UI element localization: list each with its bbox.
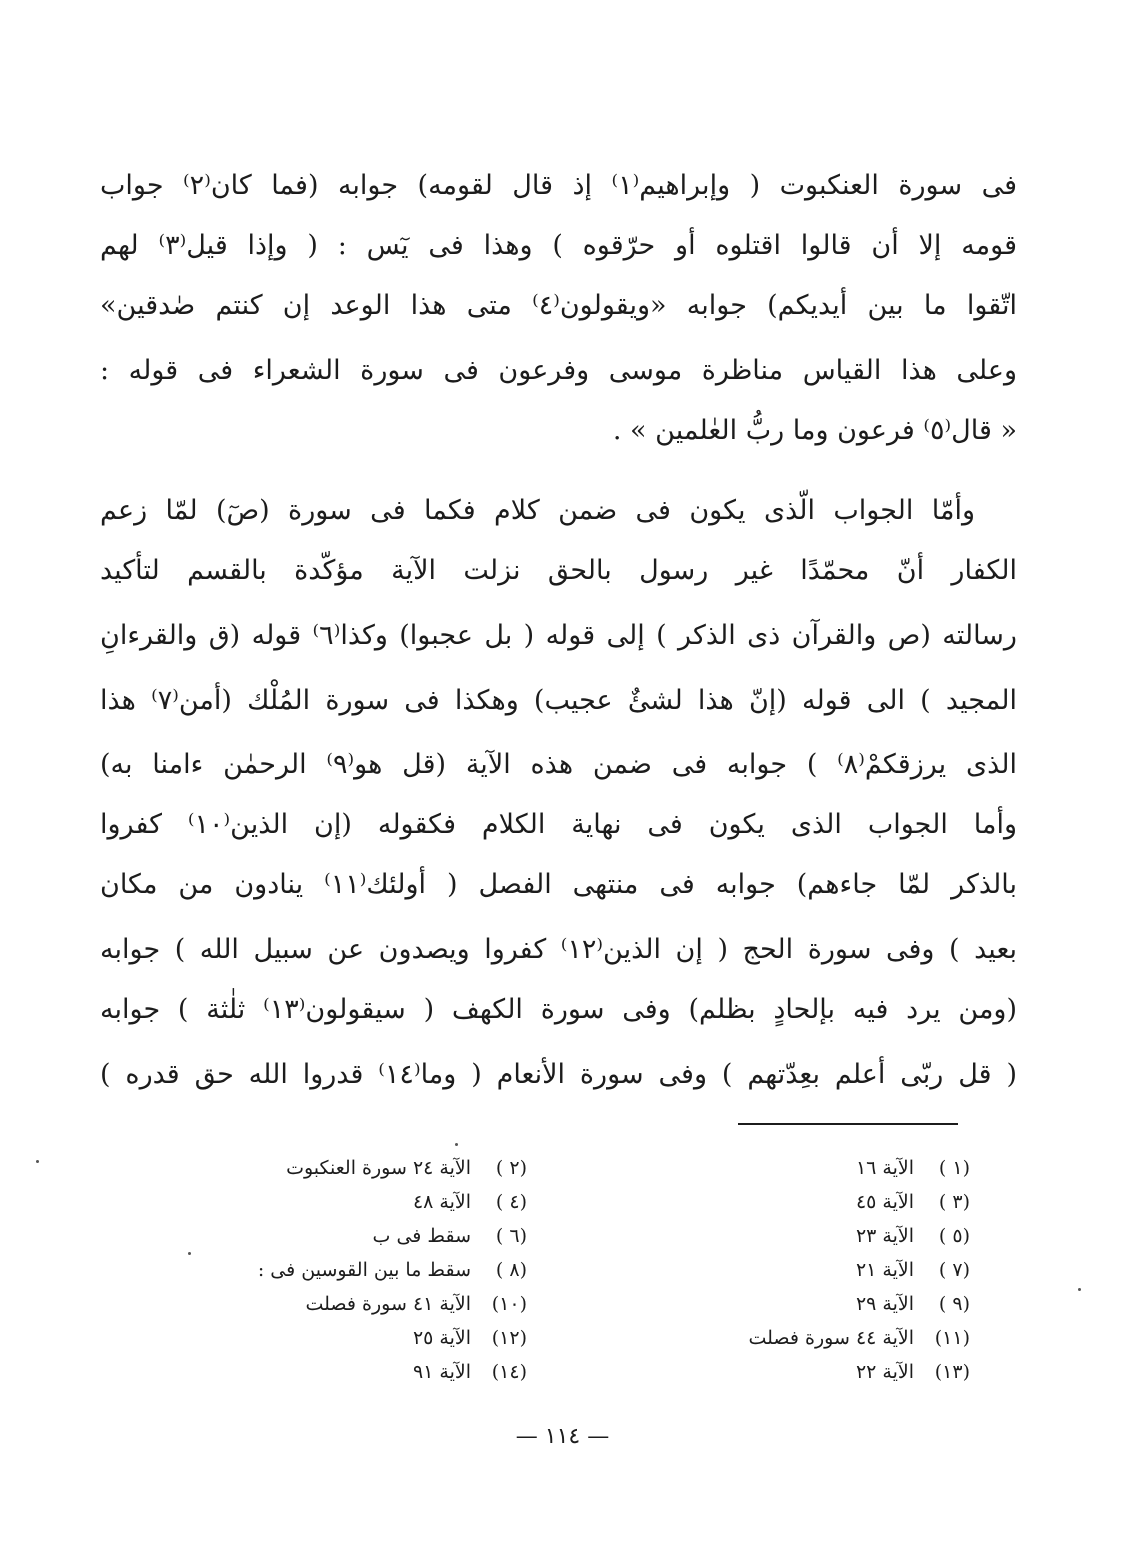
body-line: بالذكر لمّا جاءهم) جوابه فى منتهى الفصل ( أولئك⁽١١⁾ ينادون من مكان (100, 869, 1017, 900)
footnote-text: الآية ٢١ (855, 1259, 914, 1281)
footnote (413, 1329, 527, 1348)
footnote (856, 1193, 970, 1212)
footnote-text: الآية ٤٥ (855, 1191, 914, 1213)
footnote-text: الآية ٢٩ (855, 1293, 914, 1315)
footnote-text: الآية ٤١ سورة فصلت (305, 1293, 471, 1315)
footnote-number: (٦ ) (495, 1225, 527, 1247)
speck (188, 1252, 191, 1255)
footnote-text: الآية ٢٥ (412, 1327, 471, 1349)
body-line: المجيد ) الى قوله (إنّ هذا لشئٌ عجيب) وهكذا فى سورة المُلْك (أمن⁽٧⁾ هذا (100, 685, 1017, 716)
speck (455, 1143, 458, 1146)
body-line: بعيد ) وفى سورة الحج ( إن الذين⁽١٢⁾ كفروا ويصدون عن سبيل الله ) جوابه (100, 934, 1017, 965)
page-number: — ١١٤ — (515, 1424, 610, 1449)
body-line: وأما الجواب الذى يكون فى نهاية الكلام فكقوله (إن الذين⁽١٠⁾ كفروا (100, 809, 1017, 840)
footnote-text: سقط فى ب (372, 1225, 471, 1247)
body-line: (ومن يرد فيه بإلحادٍ بظلم) وفى سورة الكهف ( سيقولون⁽١٣⁾ ثلٰثة ) جوابه (100, 994, 1017, 1025)
footnote-text: الآية ١٦ (855, 1157, 914, 1179)
footnote (258, 1261, 527, 1280)
footnote-number: (١ ) (938, 1157, 970, 1179)
footnote-number: (٩ ) (938, 1293, 970, 1315)
speck (1078, 1288, 1081, 1291)
footnote (413, 1363, 527, 1382)
footnote-number: (١٣) (934, 1361, 970, 1383)
footnote-text: سقط ما بين القوسين فى : (257, 1259, 471, 1281)
footnote-text: الآية ٩١ (412, 1361, 471, 1383)
footnote (856, 1363, 970, 1382)
body-line: الذى يرزقكمْ⁽٨⁾ ) جوابه فى ضمن هذه الآية (قل هو⁽٩⁾ الرحمٰن ءامنا به) (100, 749, 1017, 780)
footnote (286, 1159, 527, 1178)
footnote-number: (١٠) (491, 1293, 527, 1315)
footnote-text: الآية ٤٤ سورة فصلت (748, 1327, 914, 1349)
footnote-number: (٨ ) (495, 1259, 527, 1281)
body-line: « قال⁽٥⁾ فرعون وما ربُّ العٰلمين » . (612, 415, 1017, 446)
footnote-number: (٤ ) (495, 1191, 527, 1213)
footnote-number: (٢ ) (495, 1157, 527, 1179)
footnote (748, 1329, 970, 1348)
body-line: قومه إلا أن قالوا اقتلوه أو حرّقوه ) وهذا فى يٓس : ( وإذا قيل⁽٣⁾ لهم (100, 230, 1017, 261)
footnote (856, 1159, 970, 1178)
body-line: ( قل ربّى أعلم بعِدّتهم ) وفى سورة الأنعام ( وما⁽١٤⁾ قدروا الله حق قدره ) (100, 1059, 1017, 1090)
body-line: وأمّا الجواب الّذى يكون فى ضمن كلام فكما فى سورة (صٓ) لمّا زعم (100, 495, 975, 526)
footnote-number: (١٢) (491, 1327, 527, 1349)
footnote-number: (١٤) (491, 1361, 527, 1383)
footnote (856, 1261, 970, 1280)
footnote (856, 1295, 970, 1314)
footnote (413, 1193, 527, 1212)
footnote-text: الآية ٢٢ (855, 1361, 914, 1383)
footnote (856, 1227, 970, 1246)
speck (36, 1160, 39, 1163)
footnote-text: الآية ٤٨ (412, 1191, 471, 1213)
footnote-text: الآية ٢٣ (855, 1225, 914, 1247)
footnote-number: (٥ ) (938, 1225, 970, 1247)
body-line: فى سورة العنكبوت ( وإبراهيم⁽١⁾ إذ قال لقومه) جوابه (فما كان⁽٢⁾ جواب (100, 170, 1018, 201)
body-line: اتّقوا ما بين أيديكم) جوابه «ويقولون⁽٤⁾ متى هذا الوعد إن كنتم صٰدقين» (100, 290, 1017, 321)
body-line: رسالته (ص والقرآن ذى الذكر ) إلى قوله ( بل عجبوا) وكذا⁽٦⁾ قوله (ق والقرءانِ (100, 620, 1017, 651)
body-line: الكفار أنّ محمّدًا غير رسول بالحق نزلت الآية مؤكّدة بالقسم لتأكيد (100, 555, 1017, 586)
body-line: وعلى هذا القياس مناظرة موسى وفرعون فى سورة الشعراء فى قوله : (100, 355, 1017, 386)
footnote-number: (٧ ) (938, 1259, 970, 1281)
footnote-number: (١١) (934, 1327, 970, 1349)
footnote (305, 1295, 527, 1314)
footnote-separator (738, 1123, 958, 1125)
footnote-number: (٣ ) (938, 1191, 970, 1213)
footnote-text: الآية ٢٤ سورة العنكبوت (286, 1157, 471, 1179)
footnote (373, 1227, 527, 1246)
